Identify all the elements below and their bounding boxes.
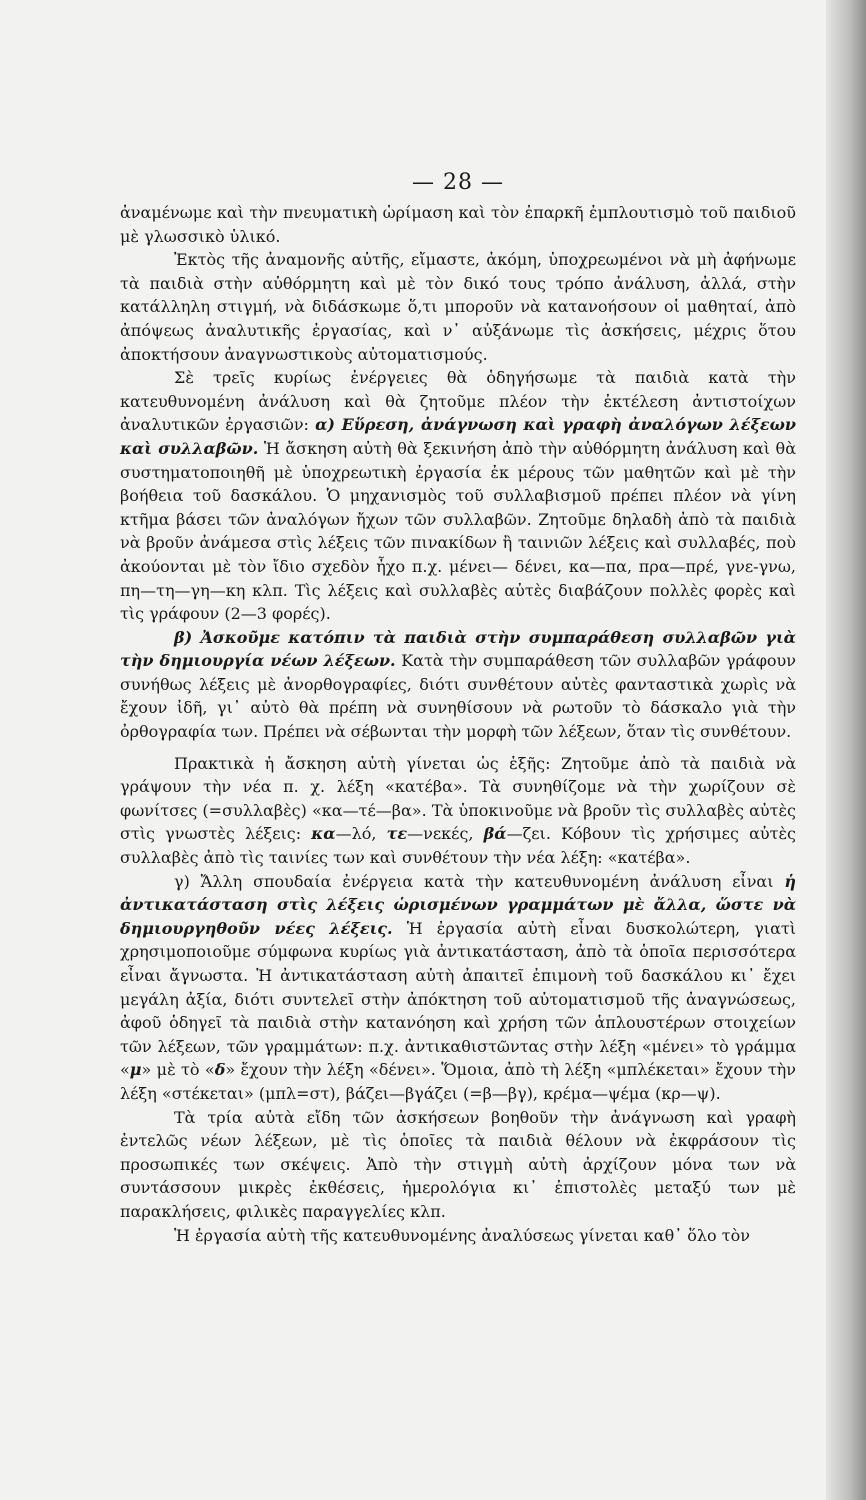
- paragraph: [120, 870, 796, 1106]
- emphasized-text: ἡ ἀντικατάσταση στὶς λέξεις ὡρισμένων γραμμάτων μὲ ἄλλα, ὥστε νὰ δημιουργηθοῦν νέες λέξεις.: [120, 871, 796, 938]
- paragraph: [120, 626, 796, 744]
- emphasized-text: μ: [129, 1060, 142, 1080]
- text-run: —νεκές,: [407, 824, 484, 844]
- text-run: Ἐκτὸς τῆς ἀναμονῆς αὐτῆς, εἴμαστε, ἀκόμη, ὑποχρεωμένοι νὰ μὴ ἀφήνωμε τὰ παιδιὰ στὴν αὐθόρμητη καὶ μὲ τὸν δικό τους τρόπο ἀνάλυση, ἀλλά, στὴν κατάλληλη στιγμή, νὰ διδάσκωμε ὅ,τι μποροῦν νὰ κατανοήσουν οἱ μαθηταί, ἀπὸ ἀπόψεως ἀναλυτικῆς ἐργασίας, καὶ ν᾽ αὐξάνωμε τὶς ἀσκήσεις, μέχρις ὅτου ἀποκτήσουν ἀναγνωστικοὺς αὐτοματισμούς.: [120, 250, 796, 364]
- paragraph: [120, 1106, 796, 1224]
- text-run: ἀναμένωμε καὶ τὴν πνευματικὴ ὡρίμαση καὶ τὸν ἐπαρκῆ ἐμπλουτισμὸ τοῦ παιδιοῦ μὲ γλωσσικὸ ὑλικό.: [120, 203, 796, 246]
- paragraph: [120, 752, 796, 870]
- emphasized-text: τε: [386, 824, 408, 844]
- emphasized-text: δ: [214, 1060, 226, 1080]
- text-run: —λό,: [335, 824, 387, 844]
- text-run: Ἡ ἄσκηση αὐτὴ θὰ ξεκινήση ἀπὸ τὴν αὐθόρμητη ἀνάλυση καὶ θὰ συστηματοποιηθῆ μὲ ὑποχρεωτικὴ ἐργασία ἐκ μέρους τῶν μαθητῶν καὶ μὲ τὴν βοήθεια τοῦ δασκάλου. Ὁ μηχανισμὸς τοῦ συλλαβισμοῦ πρέπει πλέον νὰ γίνη κτῆμα βάσει τῶν ἀναλόγων ἤχων τῶν συλλαβῶν. Ζητοῦμε δηλαδὴ ἀπὸ τὰ παιδιὰ νὰ βροῦν ἀνάμεσα στὶς λέξεις τῶν πινακίδων ἢ ταινιῶν λέξεις καὶ συλλαβές, ποὺ ἀκούονται μὲ τὸν ἴδιο σχεδὸν ἦχο π.χ. μένει— δένει, κα—πα, πρα—πρέ, γνε-γνω, πη—τη—γη—κη κλπ. Τὶς λέξεις καὶ συλλαβὲς αὐτὲς διαβάζουν πολλὲς φορὲς καὶ τὶς γράφουν (2—3 φορές).: [120, 438, 796, 624]
- page-text: [120, 201, 796, 1247]
- text-run: γ) Ἄλλη σπουδαία ἐνέργεια κατὰ τὴν κατευθυνομένη ἀνάλυση εἶναι: [174, 871, 785, 891]
- paragraph: [120, 248, 796, 366]
- book-page: [120, 170, 796, 1247]
- text-run: Κατὰ τὴν συμπαράθεση τῶν συλλαβῶν γράφουν συνήθως λέξεις μὲ ἀνορθογραφίες, διότι συνθέτουν αὐτὲς φανταστικὰ χωρὶς νὰ ἔχουν ἰδῆ, γι᾽ αὐτὸ θὰ πρέπη νὰ συνηθίσουν νὰ ρωτοῦν τὸ δάσκαλο γιὰ τὴν ὀρθογραφία των. Πρέπει νὰ σέβωνται τὴν μορφὴ τῶν λέξεων, ὅταν τὶς συνθέτουν.: [120, 651, 797, 742]
- emphasized-text: βά: [483, 824, 507, 844]
- emphasized-text: β) Ἀσκοῦμε κατόπιν τὰ παιδιὰ στὴν συμπαράθεση συλλαβῶν γιὰ τὴν δημιουργία νέων λέξεων.: [120, 627, 796, 671]
- emphasized-text: α) Εὕρεση, ἀνάγνωση καὶ γραφὴ ἀναλόγων λέξεων καὶ συλλαβῶν.: [120, 415, 796, 458]
- paragraph: [120, 1224, 796, 1248]
- text-run: Πρακτικὰ ἡ ἄσκηση αὐτὴ γίνεται ὡς ἑξῆς: Ζητοῦμε ἀπὸ τὰ παιδιὰ νὰ γράψουν τὴν νέα π. χ. λέξη «κατέβα». Τὰ συνηθίζομε νὰ τὴν χωρίζουν σὲ φωνίτσες (=συλλαβὲς) «κα—τέ—βα». Τὰ ὑποκινοῦμε νὰ βροῦν τὶς συλλαβὲς αὐτὲς στὶς γνωστὲς λέξεις:: [120, 753, 796, 844]
- text-run: » ἔχουν τὴν λέξη «δένει». Ὅμοια, ἀπὸ τὴ λέξη «μπλέκεται» ἔχουν τὴν λέξη «στέκεται» (μπλ=στ), βάζει—βγάζει (=β—βγ), κρέμα—ψέμα (κρ—ψ).: [120, 1060, 796, 1103]
- paragraph: [120, 201, 796, 248]
- text-run: Ἡ ἐργασία αὐτὴ τῆς κατευθυνομένης ἀναλύσεως γίνεται καθ᾽ ὅλο τὸν: [174, 1225, 750, 1245]
- paragraph: [120, 366, 796, 626]
- emphasized-text: κα: [311, 824, 336, 844]
- text-run: » μὲ τὸ «: [141, 1060, 215, 1080]
- text-run: —ζει. Κόβουν τὶς χρήσιμες αὐτὲς συλλαβὲς ἀπὸ τὶς ταινίες των καὶ συνθέτουν τὴν νέα λέξη: «κατέβα».: [120, 824, 797, 868]
- page-edge-shadow: [826, 0, 866, 1500]
- page-number: — 28 —: [412, 170, 504, 195]
- text-run: Σὲ τρεῖς κυρίως ἐνέργειες θὰ ὁδηγήσωμε τὰ παιδιὰ κατὰ τὴν κατευθυνομένη ἀνάλυση καὶ θὰ ζητοῦμε πλέον τὴν ἐκτέλεση ἀντιστοίχων ἀναλυτικῶν ἐργασιῶν:: [120, 368, 796, 435]
- text-run: Ἡ ἐργασία αὐτὴ εἶναι δυσκολώτερη, γιατὶ χρησιμοποιοῦμε σύμφωνα κυρίως γιὰ ἀντικατάσταση, ἀπὸ τὰ ὁποῖα περισσότερα εἶναι ἄγνωστα. Ἡ ἀντικατάσταση αὐτὴ ἀπαιτεῖ ἐπιμονὴ τοῦ δασκάλου κι᾽ ἔχει μεγάλη ἀξία, διότι συντελεῖ στὴν ἀπόκτηση τοῦ αὐτοματισμοῦ τῆς ἀναγνώσεως, ἀφοῦ ὁδηγεῖ τὰ παιδιὰ στὴν κατανόηση καὶ χρήση τῶν ἁπλουστέρων στοιχείων τῶν λέξεων, τῶν γραμμάτων: π.χ. ἀντικαθιστῶντας στὴν λέξη «μένει» τὸ γράμμα «: [120, 918, 796, 1080]
- text-run: Τὰ τρία αὐτὰ εἴδη τῶν ἀσκήσεων βοηθοῦν τὴν ἀνάγνωση καὶ γραφὴ ἐντελῶς νέων λέξεων, μὲ τὶς ὁποῖες τὰ παιδιὰ θέλουν νὰ ἐκφράσουν τὶς προσωπικές των σκέψεις. Ἀπὸ τὴν στιγμὴ αὐτὴ ἀρχίζουν μόνα των νὰ συντάσσουν μικρὲς ἐκθέσεις, ἡμερολόγια κι᾽ ἐπιστολὲς μεταξύ των μὲ παρακλήσεις, φιλικὲς παραγγελίες κλπ.: [120, 1107, 796, 1221]
